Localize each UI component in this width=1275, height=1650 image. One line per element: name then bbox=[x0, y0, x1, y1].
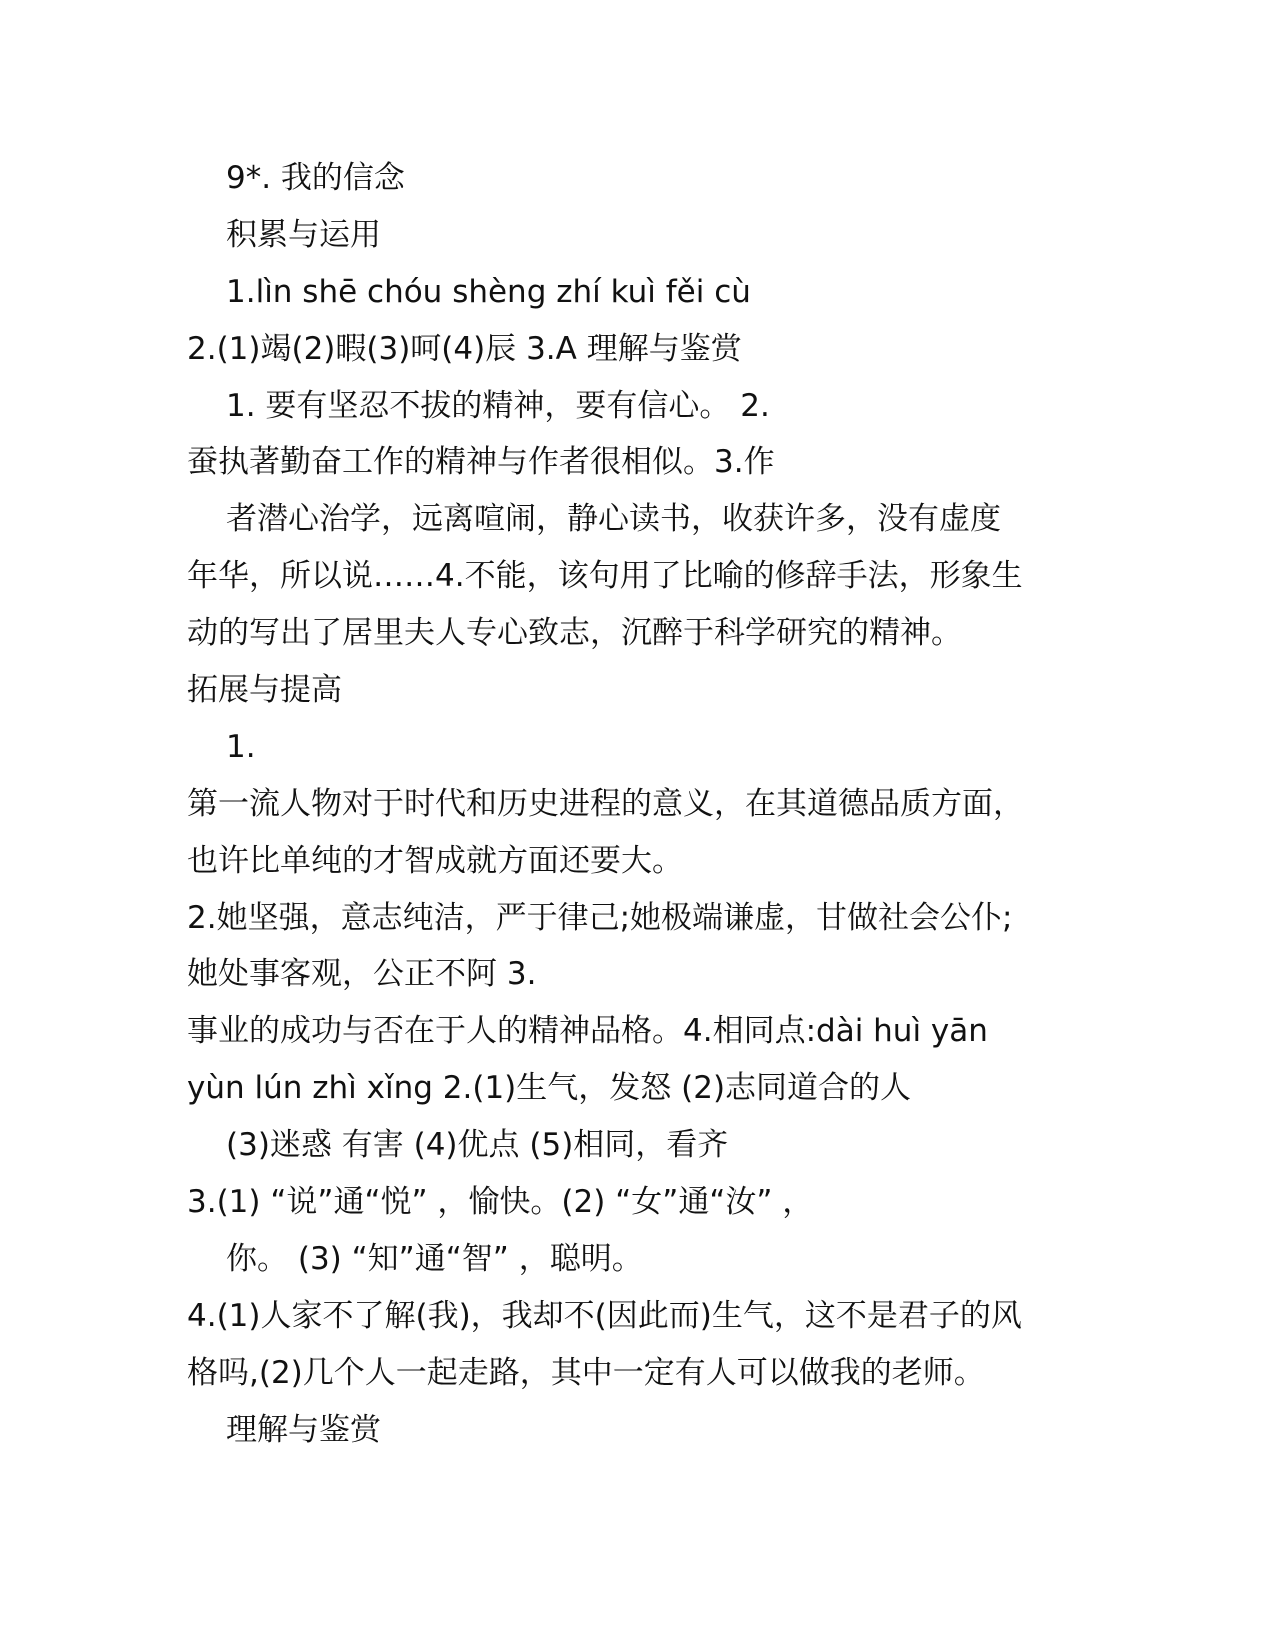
text-line: 格吗,(2)几个人一起走路，其中一定有人可以做我的老师。 bbox=[187, 1354, 985, 1391]
text-line: 1. bbox=[226, 728, 256, 765]
text-line: 事业的成功与否在于人的精神品格。4.相同点:dài huì yān bbox=[187, 1013, 988, 1050]
text-line: 2.她坚强，意志纯洁，严于律己;她极端谦虚，甘做社会公仆; bbox=[187, 899, 1013, 936]
document-body bbox=[187, 150, 1087, 1458]
text-line: 者潜心治学，远离喧闹，静心读书，收获许多，没有虚度 bbox=[226, 501, 1001, 538]
text-line: 4.(1)人家不了解(我)，我却不(因此而)生气，这不是君子的风 bbox=[187, 1297, 1022, 1334]
text-line: 年华，所以说……4.不能，该句用了比喻的修辞手法，形象生 bbox=[187, 558, 1023, 595]
text-line: 1.lìn shē chóu shèng zhí kuì fěi cù bbox=[226, 273, 751, 310]
section-title: 9*. 我的信念 bbox=[226, 160, 405, 196]
text-line: (3)迷惑 有害 (4)优点 (5)相同，看齐 bbox=[226, 1127, 729, 1164]
subsection-heading: 积累与运用 bbox=[226, 216, 381, 253]
text-line: 她处事客观，公正不阿 3. bbox=[187, 956, 537, 993]
text-line: 1. 要有坚忍不拔的精神，要有信心。 2. bbox=[226, 387, 770, 424]
subsection-heading: 理解与鉴赏 bbox=[226, 1411, 381, 1448]
text-line: 2.(1)竭(2)暇(3)呵(4)辰 3.A 理解与鉴赏 bbox=[187, 330, 742, 367]
text-line: yùn lún zhì xǐng 2.(1)生气，发怒 (2)志同道合的人 bbox=[187, 1070, 912, 1107]
subsection-heading: 拓展与提高 bbox=[187, 672, 342, 709]
text-line: 动的写出了居里夫人专心致志，沉醉于科学研究的精神。 bbox=[187, 615, 962, 652]
text-line: 第一流人物对于时代和历史进程的意义，在其道德品质方面， bbox=[187, 785, 1024, 822]
text-line: 你。 (3) “知”通“智” ，聪明。 bbox=[226, 1240, 643, 1277]
text-line: 3.(1) “说”通“悦” ，愉快。(2) “女”通“汝” ， bbox=[187, 1184, 814, 1221]
text-line: 也许比单纯的才智成就方面还要大。 bbox=[187, 842, 683, 879]
text-line: 蚕执著勤奋工作的精神与作者很相似。3.作 bbox=[187, 444, 775, 481]
